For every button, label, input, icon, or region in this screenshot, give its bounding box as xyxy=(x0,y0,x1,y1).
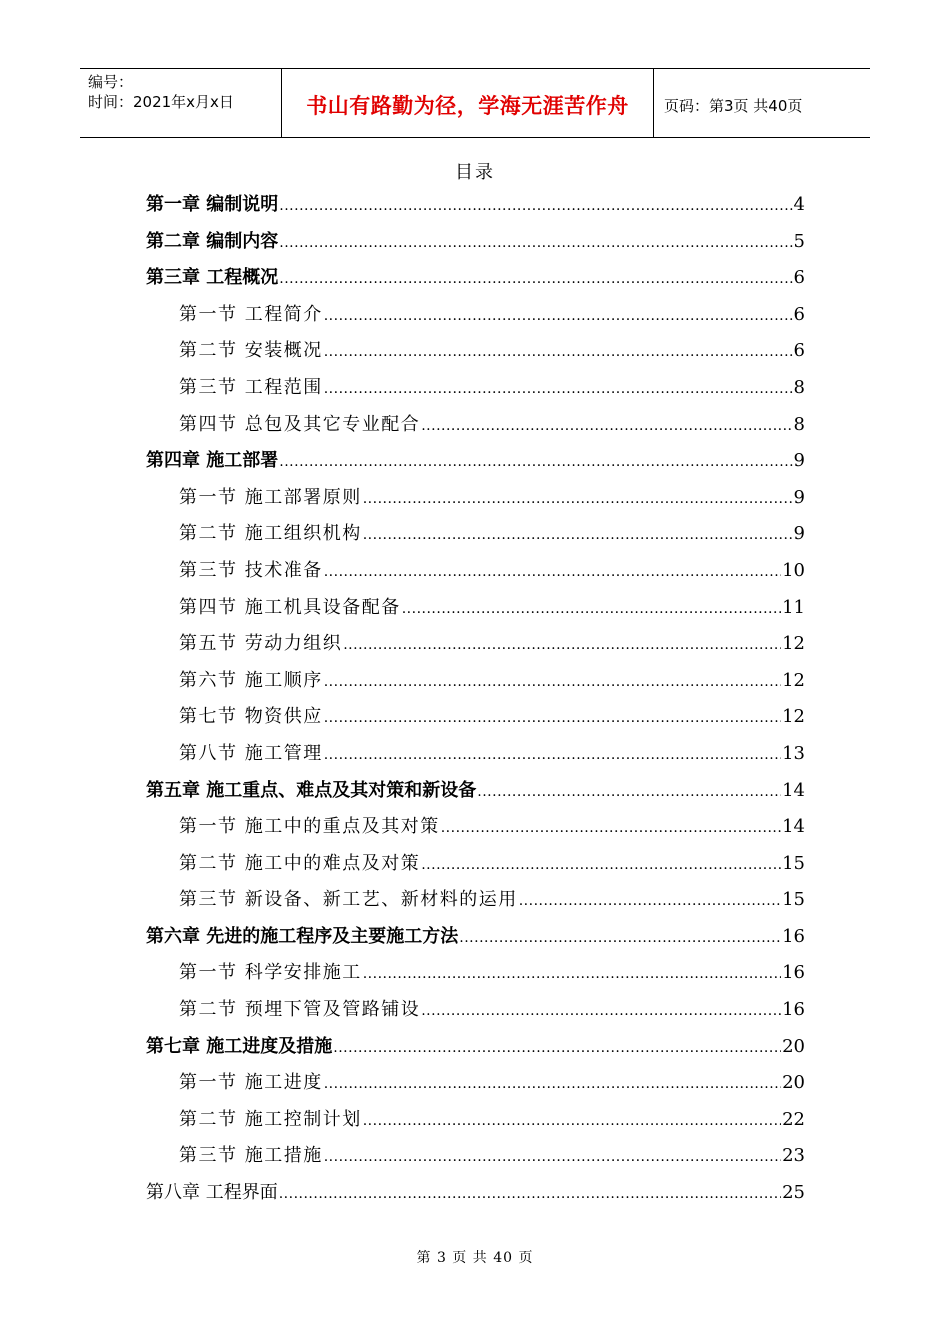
toc-entry-page: 15 xyxy=(782,889,805,911)
toc-leader-dots xyxy=(343,637,781,653)
toc-entry-page: 5 xyxy=(793,230,805,252)
toc-entry[interactable] xyxy=(146,849,805,886)
toc-entry-label: 第三节 工程范围 xyxy=(179,376,323,398)
toc-entry-label: 第三节 施工措施 xyxy=(179,1145,323,1167)
toc-entry[interactable] xyxy=(146,995,805,1032)
toc-leader-dots xyxy=(333,1040,781,1056)
toc-leader-dots xyxy=(477,784,781,800)
toc-entry-page: 11 xyxy=(782,596,805,618)
toc-entry-page: 20 xyxy=(782,1072,805,1094)
toc-entry[interactable] xyxy=(146,1068,805,1105)
toc-leader-dots xyxy=(363,527,793,543)
toc-entry-label: 第二节 施工中的难点及对策 xyxy=(179,852,421,874)
toc-entry-page: 22 xyxy=(782,1108,805,1130)
toc-entry[interactable] xyxy=(146,629,805,666)
toc-leader-dots xyxy=(279,454,792,470)
toc-entry-page: 9 xyxy=(793,523,805,545)
toc-entry-label: 第一节 施工中的重点及其对策 xyxy=(179,816,440,838)
toc-entry-label: 第六章 先进的施工程序及主要施工方法 xyxy=(146,925,459,947)
toc-entry-label: 第二节 施工组织机构 xyxy=(179,523,362,545)
toc-entry[interactable] xyxy=(146,1032,805,1069)
toc-entry-page: 15 xyxy=(782,852,805,874)
toc-entry-label: 第五章 施工重点、难点及其对策和新设备 xyxy=(146,779,477,801)
toc-entry-label: 第四章 施工部署 xyxy=(146,450,279,472)
toc-entry-label: 第八节 施工管理 xyxy=(179,742,323,764)
header-motto: 书山有路勤为径，学海无涯苦作舟 xyxy=(282,69,654,137)
code-label: 编号： xyxy=(88,73,134,91)
toc-entry-label: 第七节 物资供应 xyxy=(179,706,323,728)
table-of-contents xyxy=(146,190,805,1215)
toc-entry-label: 第一节 施工进度 xyxy=(179,1072,323,1094)
toc-entry-page: 14 xyxy=(782,779,805,801)
toc-leader-dots xyxy=(421,857,781,873)
toc-entry-page: 8 xyxy=(793,376,805,398)
toc-entry[interactable] xyxy=(146,812,805,849)
toc-entry[interactable] xyxy=(146,666,805,703)
toc-entry[interactable] xyxy=(146,300,805,337)
toc-entry-label: 第一章 编制说明 xyxy=(146,194,279,215)
toc-leader-dots xyxy=(363,1113,781,1129)
toc-leader-dots xyxy=(441,820,781,836)
toc-entry-page: 12 xyxy=(782,669,805,691)
toc-leader-dots xyxy=(402,601,781,617)
toc-leader-dots xyxy=(324,308,793,324)
toc-entry-label: 第四节 施工机具设备配备 xyxy=(179,596,401,618)
toc-entry[interactable] xyxy=(146,1105,805,1142)
time-label: 时间：2021年x月x日 xyxy=(88,93,234,111)
toc-entry-label: 第四节 总包及其它专业配合 xyxy=(179,413,421,435)
toc-entry-page: 16 xyxy=(782,925,805,947)
toc-entry-page: 4 xyxy=(793,194,805,215)
toc-entry-label: 第七章 施工进度及措施 xyxy=(146,1035,333,1057)
toc-entry[interactable] xyxy=(146,702,805,739)
toc-entry[interactable] xyxy=(146,958,805,995)
toc-entry-label: 第一节 工程简介 xyxy=(179,303,323,325)
page-header xyxy=(80,68,870,138)
toc-entry[interactable] xyxy=(146,263,805,300)
toc-entry[interactable] xyxy=(146,483,805,520)
toc-leader-dots xyxy=(363,966,781,982)
toc-entry-page: 23 xyxy=(782,1145,805,1167)
toc-leader-dots xyxy=(421,1003,781,1019)
toc-entry[interactable] xyxy=(146,739,805,776)
toc-entry-page: 10 xyxy=(782,559,805,581)
toc-entry-label: 第八章 工程界面 xyxy=(146,1182,278,1204)
page-footer: 第 3 页 共 40 页 xyxy=(416,1250,534,1266)
toc-entry-label: 第二章 编制内容 xyxy=(146,230,279,252)
toc-entry-page: 6 xyxy=(793,303,805,325)
toc-leader-dots xyxy=(324,1149,781,1165)
toc-leader-dots xyxy=(279,271,792,287)
toc-entry[interactable] xyxy=(146,446,805,483)
toc-entry-page: 20 xyxy=(782,1035,805,1057)
toc-leader-dots xyxy=(324,747,781,763)
toc-leader-dots xyxy=(363,491,793,507)
toc-entry-label: 第六节 施工顺序 xyxy=(179,669,323,691)
toc-entry-page: 9 xyxy=(793,486,805,508)
toc-entry-label: 第三节 新设备、新工艺、新材料的运用 xyxy=(179,889,518,911)
toc-entry-label: 第三节 技术准备 xyxy=(179,559,323,581)
toc-leader-dots xyxy=(279,1186,781,1202)
toc-leader-dots xyxy=(519,893,781,909)
header-meta xyxy=(80,69,282,137)
toc-entry-page: 6 xyxy=(793,267,805,289)
toc-entry-page: 9 xyxy=(793,450,805,472)
toc-entry-label: 第二节 安装概况 xyxy=(179,340,323,362)
toc-leader-dots xyxy=(324,564,781,580)
toc-entry-page: 8 xyxy=(793,413,805,435)
toc-entry-label: 第一节 科学安排施工 xyxy=(179,962,362,984)
toc-entry-label: 第二节 施工控制计划 xyxy=(179,1108,362,1130)
toc-entry-label: 第二节 预埋下管及管路铺设 xyxy=(179,999,421,1021)
toc-leader-dots xyxy=(324,344,793,360)
toc-entry-page: 6 xyxy=(793,340,805,362)
toc-entry[interactable] xyxy=(146,227,805,264)
toc-leader-dots xyxy=(324,710,781,726)
toc-entry[interactable] xyxy=(146,373,805,410)
toc-entry[interactable] xyxy=(146,410,805,447)
toc-entry[interactable] xyxy=(146,1178,805,1215)
toc-leader-dots xyxy=(459,930,781,946)
toc-entry[interactable] xyxy=(146,1141,805,1178)
toc-entry-page: 16 xyxy=(782,962,805,984)
toc-entry[interactable] xyxy=(146,190,805,227)
toc-entry[interactable] xyxy=(146,922,805,959)
toc-leader-dots xyxy=(279,198,792,214)
toc-entry[interactable] xyxy=(146,776,805,813)
toc-leader-dots xyxy=(279,235,792,251)
toc-entry-label: 第一节 施工部署原则 xyxy=(179,486,362,508)
toc-entry[interactable] xyxy=(146,593,805,630)
toc-entry-label: 第三章 工程概况 xyxy=(146,267,279,289)
toc-entry[interactable] xyxy=(146,885,805,922)
toc-entry-page: 13 xyxy=(782,742,805,764)
toc-leader-dots xyxy=(324,674,781,690)
toc-entry-page: 14 xyxy=(782,816,805,838)
toc-entry-page: 12 xyxy=(782,633,805,655)
toc-entry-label: 第五节 劳动力组织 xyxy=(179,633,343,655)
toc-entry[interactable] xyxy=(146,336,805,373)
toc-leader-dots xyxy=(421,418,792,434)
toc-leader-dots xyxy=(324,1076,781,1092)
toc-entry-page: 16 xyxy=(782,999,805,1021)
toc-entry-page: 12 xyxy=(782,706,805,728)
header-page-info: 页码：第3页 共40页 xyxy=(664,96,803,115)
toc-title: 目录 xyxy=(455,162,495,183)
toc-entry[interactable] xyxy=(146,556,805,593)
toc-leader-dots xyxy=(324,381,793,397)
toc-entry[interactable] xyxy=(146,519,805,556)
toc-entry-page: 25 xyxy=(782,1182,805,1204)
